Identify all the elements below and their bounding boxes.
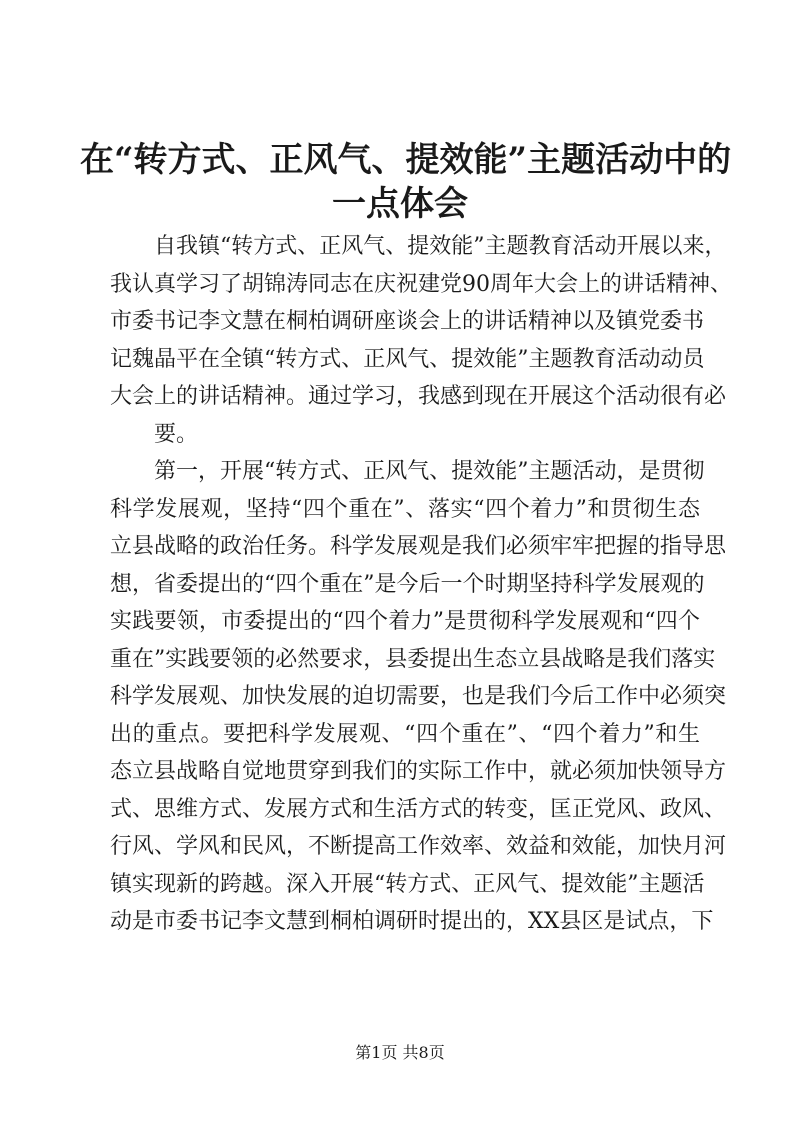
document-body	[110, 228, 732, 941]
body-line: 式、思维方式、发展方式和生活方式的转变，匡正党风、政风、	[110, 796, 727, 822]
page-number-label: 第1页 共8页	[355, 1043, 445, 1062]
body-line: 重在”实践要领的必然要求，县委提出生态立县战略是我们落实	[110, 646, 716, 672]
body-line: 实践要领，市委提出的“四个着力”是贯彻科学发展观和“四个	[110, 609, 700, 634]
body-line: 大会上的讲话精神。通过学习，我感到现在开展这个活动很有必	[110, 384, 727, 409]
page-footer	[0, 1043, 800, 1063]
body-line: 想，省委提出的“四个重在”是今后一个时期坚持科学发展观的	[110, 571, 705, 597]
body-line: 自我镇“转方式、正风气、提效能”主题教育活动开展以来，	[154, 234, 727, 259]
body-line: 立县战略的政治任务。科学发展观是我们必须牢牢把握的指导思	[110, 534, 727, 559]
body-line: 行风、学风和民风，不断提高工作效率、效益和效能，加快月河	[110, 834, 727, 859]
title-line-2: 一点体会	[332, 184, 468, 224]
body-line: 出的重点。要把科学发展观、“四个重在”、“四个着力”和生	[110, 721, 700, 747]
body-line: 态立县战略自觉地贯穿到我们的实际工作中，就必须加快领导方	[110, 759, 727, 784]
body-line: 市委书记李文慧在桐柏调研座谈会上的讲话精神以及镇党委书	[110, 309, 705, 334]
body-line: 第一，开展“转方式、正风气、提效能”主题活动，是贯彻	[154, 459, 705, 484]
document-title	[80, 138, 732, 226]
body-line: 镇实现新的跨越。深入开展“转方式、正风气、提效能”主题活	[110, 871, 705, 897]
body-line: 科学发展观，坚持“四个重在”、落实“四个着力”和贯彻生态	[110, 496, 700, 522]
title-line-1: 在“转方式、正风气、提效能”主题活动中的	[80, 140, 732, 180]
body-line: 科学发展观、加快发展的迫切需要，也是我们今后工作中必须突	[110, 684, 727, 709]
body-line: 记魏晶平在全镇“转方式、正风气、提效能”主题教育活动动员	[110, 346, 705, 372]
body-line: 动是市委书记李文慧到桐柏调研时提出的，XX县区是试点，下	[110, 909, 714, 934]
body-line: 要。	[154, 421, 199, 447]
body-line: 我认真学习了胡锦涛同志在庆祝建党90周年大会上的讲话精神、	[110, 271, 732, 297]
